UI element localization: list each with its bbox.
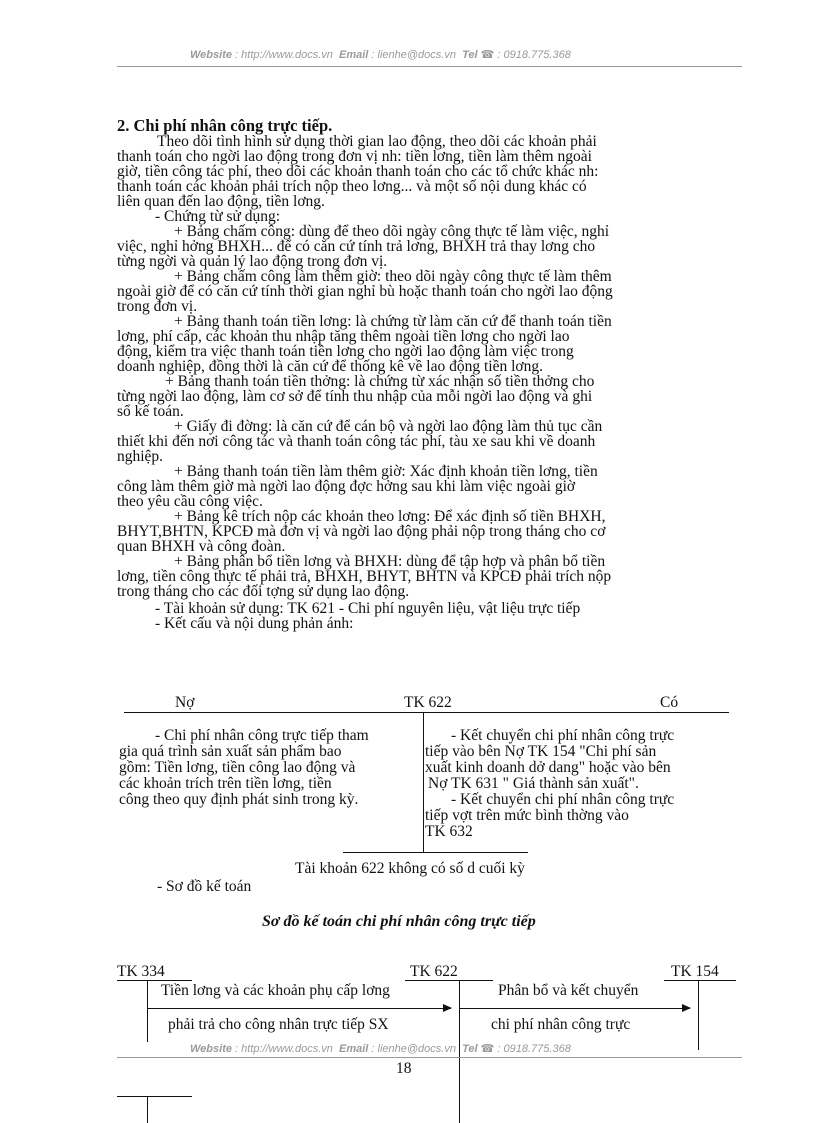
text-line: quan BHXH và công đoàn.	[117, 538, 286, 555]
t-account-title: TK 622	[404, 694, 452, 711]
tk-334-line	[117, 980, 192, 981]
flow1-arrow	[147, 1008, 451, 1009]
text-line: + Bảng thanh toán tiền lơng: là chứng từ làm căn cứ để thanh toán tiền	[174, 313, 612, 330]
flow1-label-top: Tiền lơng và các khoản phụ cấp lơng	[161, 982, 390, 999]
text-line: thanh toán các khoản phải trích nộp theo lơng... và một số nội dung khác có	[117, 178, 587, 195]
page-number: 18	[396, 1060, 412, 1077]
text-line: trong đơn vị.	[117, 298, 198, 315]
text-line: ngoài giờ để có căn cứ tính thời gian nghỉ bù hoặc thanh toán cho ngời lao động	[117, 283, 613, 300]
text-line: lơng, phí cấp, các khoản thu nhập tăng thêm ngoài tiền lơng cho ngời lao	[117, 328, 570, 345]
tel-label: Tel	[462, 49, 478, 61]
text-line: sổ kế toán.	[117, 403, 184, 420]
debit-line: các khoản trích trên tiền lơng, tiền	[119, 775, 332, 792]
body-text	[117, 134, 742, 694]
text-line: giờ, tiền công tác phí, theo dõi các khoản thanh toán cho các tổ chức khác nh:	[117, 163, 599, 180]
phone-icon: ☎	[480, 1043, 495, 1055]
text-line: + Bảng phân bổ tiền lơng và BHXH: dùng để tập hợp và phân bổ tiền	[174, 553, 606, 570]
credit-line: TK 632	[425, 823, 473, 840]
tk-334-label: TK 334	[117, 963, 165, 980]
text-line: doanh nghiệp, đồng thời là căn cứ để thống kê về lao động tiền lơng.	[117, 358, 543, 375]
text-line: BHYT,BHTN, KPCĐ mà đơn vị và ngời lao động phải nộp trong tháng cho cơ	[117, 523, 606, 540]
website-url: : http://www.docs.vn	[235, 49, 333, 61]
website-label: Website	[190, 49, 232, 61]
next-page-tk-334-vertical	[147, 1096, 148, 1123]
page-header	[190, 48, 571, 61]
t-account-vertical-line	[423, 712, 424, 852]
debit-line: gia quá trình sản xuất sản phẩm bao	[119, 743, 342, 760]
tk-622-line	[405, 980, 493, 981]
text-line: + Giấy đi đờng: là căn cứ để cán bộ và ngời lao động làm thủ tục cần	[174, 418, 603, 435]
website-label: Website	[190, 1043, 232, 1055]
text-line: + Bảng kê trích nộp các khoản theo lơng: Để xác định số tiền BHXH,	[174, 508, 606, 525]
t-account-bottom-line	[343, 852, 528, 853]
tel-label: Tel	[462, 1043, 478, 1055]
t-account-credit-label: Có	[660, 694, 679, 711]
flow1-label-bottom: phải trả cho công nhân trực tiếp SX	[168, 1016, 389, 1033]
tel-value: : 0918.775.368	[497, 49, 571, 61]
tk-154-label: TK 154	[671, 963, 719, 980]
debit-line: gồm: Tiền lơng, tiền công lao động và	[119, 759, 356, 776]
next-page-tk-334-line	[117, 1096, 192, 1097]
email-value: : lienhe@docs.vn	[371, 49, 456, 61]
text-line: thanh toán cho ngời lao động trong đơn vị nh: tiền lơng, tiền làm thêm ngoài	[117, 148, 592, 165]
credit-line: - Kết chuyển chi phí nhân công trực	[451, 791, 675, 808]
text-line: từng ngời lao động, làm cơ sở để tính thu nhập của mỗi ngời lao động và ghi	[117, 388, 593, 405]
debit-line: - Chi phí nhân công trực tiếp tham	[155, 727, 369, 744]
text-line: - Tài khoản sử dụng: TK 621 - Chi phí nguyên liệu, vật liệu trực tiếp	[155, 600, 581, 617]
header-rule	[117, 66, 742, 67]
text-line: + Bảng thanh toán tiền làm thêm giờ: Xác định khoản tiền lơng, tiền	[174, 463, 598, 480]
credit-line: tiếp vào bên Nợ TK 154 "Chi phí sản	[425, 743, 657, 760]
text-line: lơng, tiền công thực tế phải trả, BHXH, BHYT, BHTN và KPCĐ phải trích nộp	[117, 568, 612, 585]
text-line: + Bảng thanh toán tiền thởng: là chứng từ xác nhận số tiền thởng cho	[165, 373, 595, 390]
text-line: - Chứng từ sử dụng:	[155, 208, 281, 225]
text-line: động, kiểm tra việc thanh toán tiền lơng cho ngời lao động làm việc trong	[117, 343, 574, 360]
credit-line: Nợ TK 631 " Giá thành sản xuất".	[428, 775, 639, 792]
tk-154-vertical	[698, 980, 699, 1050]
flow2-label-top: Phân bổ và kết chuyển	[498, 982, 639, 999]
text-line: + Bảng chấm công: dùng để theo dõi ngày công thực tế làm việc, nghỉ	[174, 223, 610, 240]
tk-622-label: TK 622	[410, 963, 458, 980]
credit-line: - Kết chuyển chi phí nhân công trực	[451, 727, 675, 744]
page-footer	[190, 1042, 571, 1055]
flow2-label-bottom: chi phí nhân công trực	[491, 1016, 631, 1033]
t-account-debit-label: Nợ	[175, 694, 195, 711]
text-line: theo yêu cầu công việc.	[117, 493, 263, 510]
diagram-title: Sơ đồ kế toán chi phí nhân công trực tiếp	[262, 913, 536, 930]
credit-line: tiếp vợt trên mức bình thờng vào	[425, 807, 629, 824]
section-title: 2. Chi phí nhân công trực tiếp.	[117, 116, 333, 135]
tk-334-vertical-upper	[147, 980, 148, 1042]
text-line: Theo dõi tình hình sử dụng thời gian lao động, theo dõi các khoản phải	[157, 133, 597, 150]
email-label: Email	[339, 49, 369, 61]
credit-line: xuất kinh doanh dở dang" hoặc vào bên	[425, 759, 671, 776]
t-account-note: Tài khoản 622 không có số d cuối kỳ	[295, 860, 525, 877]
text-line: - Kết cấu và nội dung phản ánh:	[155, 615, 354, 632]
debit-line: công theo quy định phát sinh trong kỳ.	[119, 791, 359, 808]
tel-value: : 0918.775.368	[497, 1043, 571, 1055]
website-url: : http://www.docs.vn	[235, 1043, 333, 1055]
text-line: nghiệp.	[117, 448, 164, 465]
text-line: liên quan đến lao động, tiền lơng.	[117, 193, 325, 210]
t-account-top-line	[124, 712, 729, 713]
text-line: từng ngời và quản lý lao động trong đơn vị.	[117, 253, 388, 270]
text-line: công làm thêm giờ mà ngời lao động đợc hởng sau khi làm việc ngoài giờ	[117, 478, 576, 495]
email-label: Email	[339, 1043, 369, 1055]
text-line: trong tháng cho các đối tợng sử dụng lao động.	[117, 583, 410, 600]
tk-154-line	[664, 980, 736, 981]
diagram-intro: - Sơ đồ kế toán	[157, 878, 252, 895]
text-line: thiết khi đến nơi công tác và thanh toán công tác phí, tàu xe sau khi về doanh	[117, 433, 596, 450]
phone-icon: ☎	[480, 49, 495, 61]
footer-rule	[117, 1057, 742, 1058]
text-line: việc, nghỉ hởng BHXH... để có căn cứ tính trả lơng, BHXH trả thay lơng cho	[117, 238, 596, 255]
flow2-arrow	[459, 1008, 690, 1009]
text-line: + Bảng chấm công làm thêm giờ: theo dõi ngày công thực tế làm thêm	[174, 268, 612, 285]
email-value: : lienhe@docs.vn	[371, 1043, 456, 1055]
